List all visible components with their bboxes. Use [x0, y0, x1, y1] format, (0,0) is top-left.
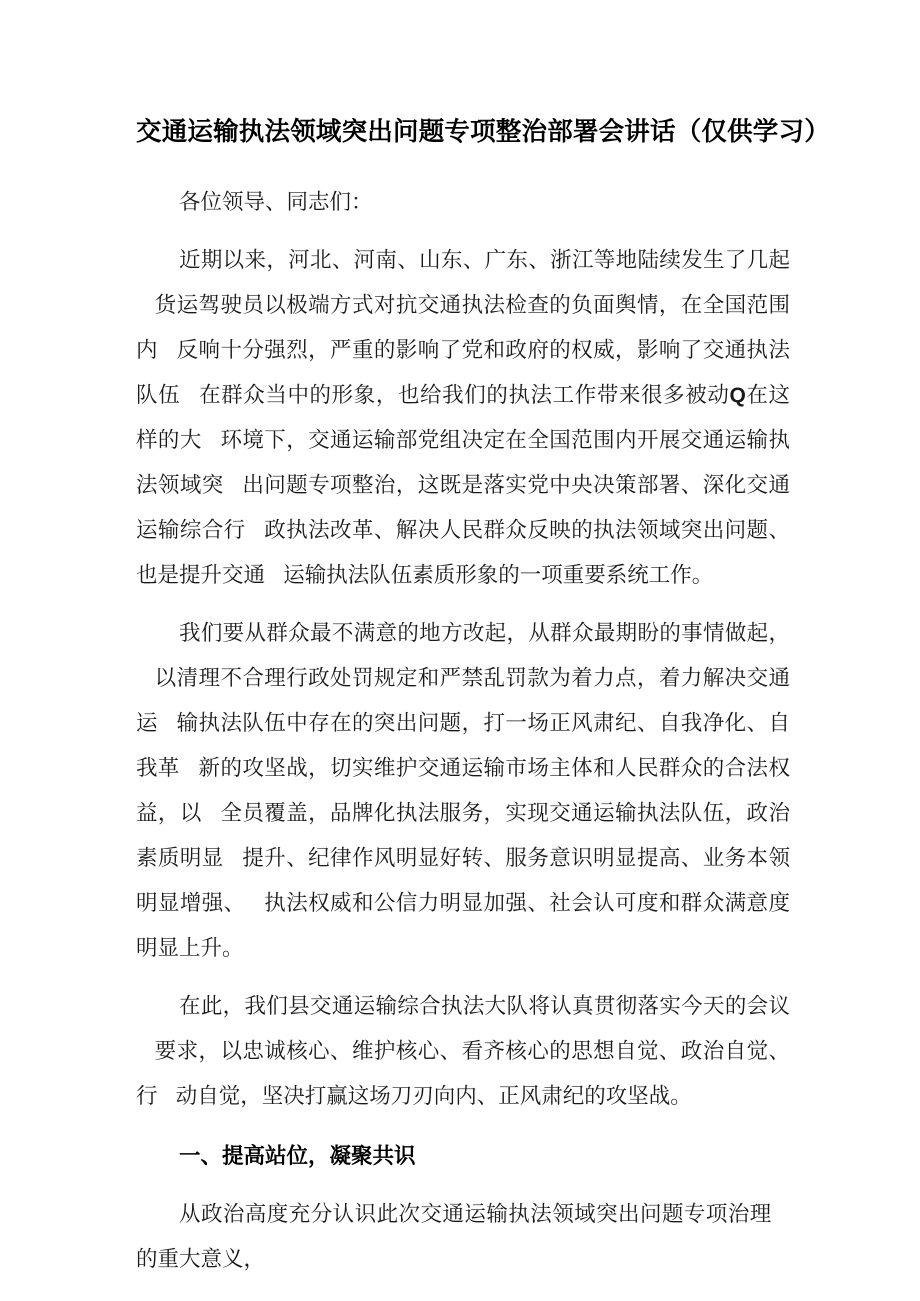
paragraph-commitment [136, 984, 790, 1119]
paragraph-background [136, 238, 790, 598]
para-background-seg-1: 货运驾驶员以极端方式对抗交通执法检查的负面舆情，在全国范围内 [136, 293, 790, 362]
para-objectives-seg-6: 执法权威和公信力明显加强、社会认可度和群众满意度明显上升。 [136, 891, 790, 960]
para-objectives-seg-0: 我们要从群众最不满意的地方改起，从群众最期盼的事情做起， [179, 621, 790, 645]
paragraph-section-one-body [136, 1192, 790, 1282]
para-background-seg-4: 在这样的大 [136, 383, 790, 452]
para-background-seg-2: 反响十分强烈，严重的影响了党和政府的权威，影响了交通执法队伍 [136, 338, 790, 407]
para-section-one-seg-0: 从政治高度充分认识此次交通运输执法领域突出问题专项治理 [179, 1202, 772, 1226]
salutation-line: 各位领导、同志们： [179, 190, 373, 214]
para-objectives-seg-3: 新的攻坚战，切实维护交通运输市场主体和人民群众的合法权益，以 [136, 756, 790, 825]
para-objectives-seg-1: 以清理不合理行政处罚规定和严禁乱罚款为着力点，着力解决交通运 [136, 666, 790, 735]
para-background-seg-3: 在群众当中的形象，也给我们的执法工作带来很多被动 [198, 383, 730, 407]
para-commitment-seg-2: 动自觉，坚决打赢这场刀刃向内、正风肃纪的攻坚战。 [175, 1084, 692, 1108]
para-background-seg-8: 运输执法队伍素质形象的一项重要系统工作。 [283, 563, 714, 587]
para-background-seg-7: 政执法改革、解决人民群众反映的执法领域突出问题、也是提升交通 [136, 518, 790, 587]
para-commitment-seg-0: 在此，我们县交通运输综合执法大队将认真贯彻落实今天的会议 [179, 994, 790, 1018]
section-heading-one: 一、提高站位，凝聚共识 [179, 1144, 416, 1168]
ocr-artifact-glyph: Q [729, 384, 746, 407]
paragraph-objectives [136, 611, 790, 971]
para-background-seg-6: 出问题专项整治，这既是落实党中央决策部署、深化交通运输综合行 [136, 473, 790, 542]
document-content [136, 0, 830, 1282]
para-background-seg-0: 近期以来，河北、河南、山东、广东、浙江等地陆续发生了几起 [179, 248, 790, 272]
page-title: 交通运输执法领域突出问题专项整治部署会讲话（仅供学习） [136, 118, 830, 146]
para-commitment-seg-1: 要求，以忠诚核心、维护核心、看齐核心的思想自觉、政治自觉、行 [136, 1039, 790, 1108]
para-background-seg-5: 环境下，交通运输部党组决定在全国范围内开展交通运输执法领域突 [136, 428, 790, 497]
para-section-one-seg-1: 的重大意义， [136, 1247, 266, 1271]
para-objectives-seg-4: 全员覆盖，品牌化执法服务，实现交通运输执法队伍，政治素质明显 [136, 801, 790, 870]
para-objectives-seg-5: 提升、纪律作风明显好转、服务意识明显提高、业务本领明显增强、 [136, 846, 790, 915]
para-objectives-seg-2: 输执法队伍中存在的突出问题，打一场正风肃纪、自我净化、自我革 [136, 711, 790, 780]
